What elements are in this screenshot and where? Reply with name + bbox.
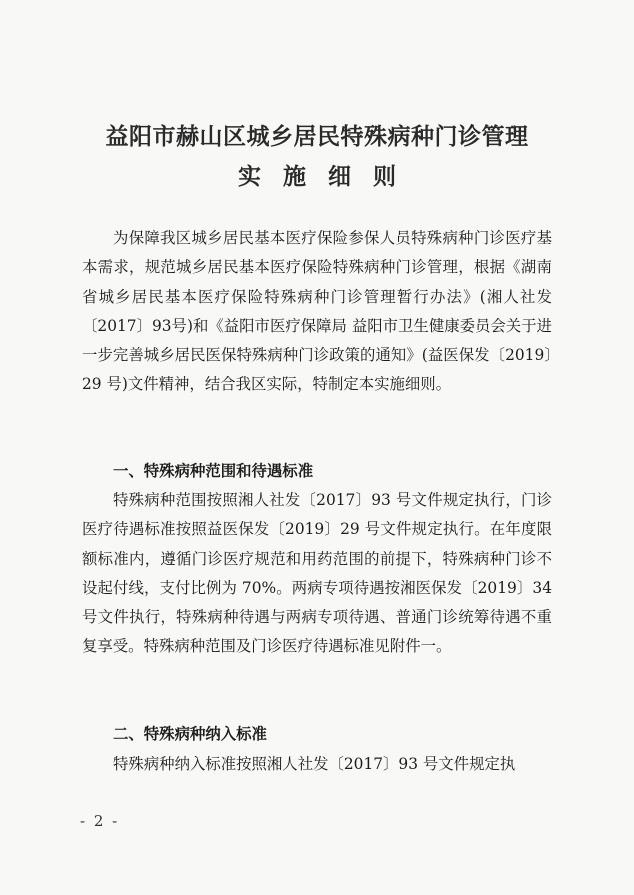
document-title-line2: 实施细则 [238,164,418,190]
section-2-paragraph: 特殊病种纳入标准按照湘人社发〔2017〕93 号文件规定执 [113,755,516,773]
intro-paragraph: 为保障我区城乡居民基本医疗保险参保人员特殊病种门诊医疗基本需求，规范城乡居民基本医疗保险特殊病种门诊管理，根据《湖南省城乡居民基本医疗保险特殊病种门诊管理暂行办法》(湘人社发〔2017〕93号)和《益阳市医疗保障局 益阳市卫生健康委员会关于进一步完善城乡居民医保特殊病种门诊政策的通知》(益医保发〔2019〕29 号)文件精神，结合我区实际，特制定本实施细则。 [82,229,552,394]
section-1-paragraph: 特殊病种范围按照湘人社发〔2017〕93 号文件规定执行，门诊医疗待遇标准按照益医保发〔2019〕29 号文件规定执行。在年度限额标准内，遵循门诊医疗规范和用药范围的前提下，特殊病种门诊不设起付线，支付比例为 70%。两病专项待遇按湘医保发〔2019〕34 号文件执行，特殊病种待遇与两病专项待遇、普通门诊统筹待遇不重复享受。特殊病种范围及门诊医疗待遇标准见附件一。 [82,491,552,656]
section-heading-2: 二、特殊病种纳入标准 [113,725,267,743]
section-heading-1: 一、特殊病种范围和待遇标准 [113,462,314,480]
document-title-line1: 益阳市赫山区城乡居民特殊病种门诊管理 [105,124,529,150]
page-number: - 2 - [80,812,120,830]
